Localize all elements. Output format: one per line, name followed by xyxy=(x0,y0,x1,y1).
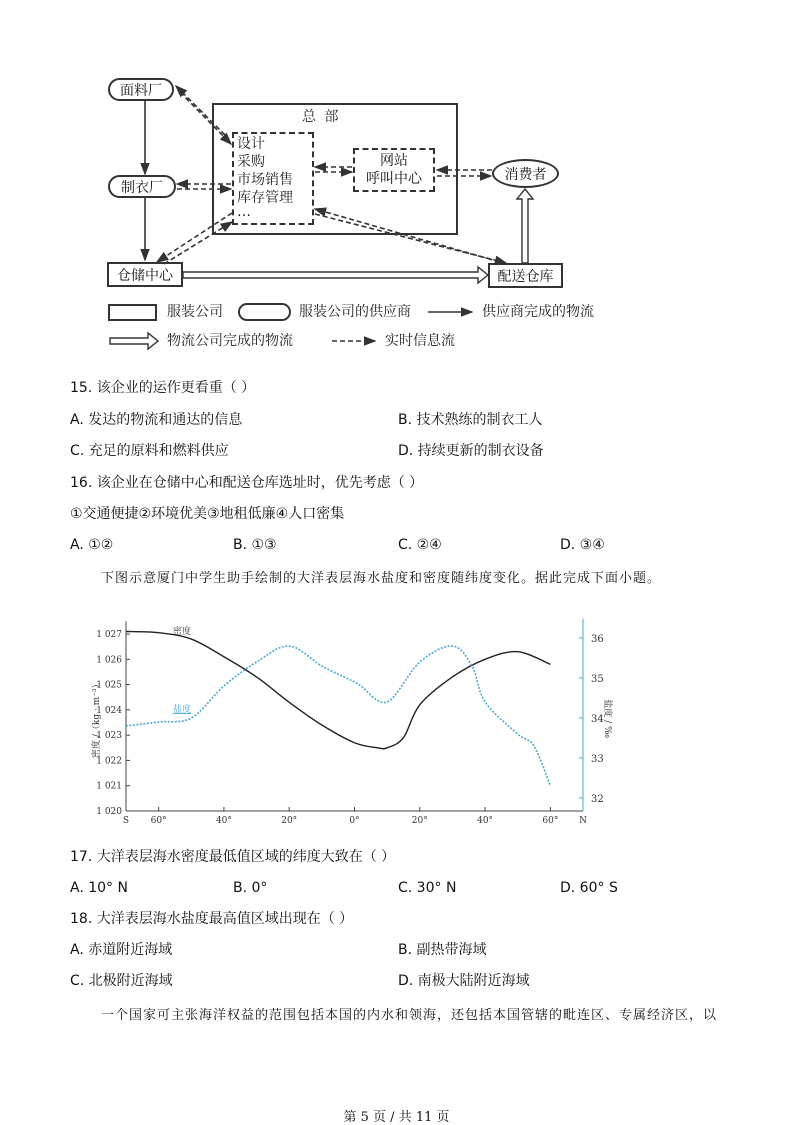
right-tick-label: 36 xyxy=(591,634,604,645)
q18-option-a[interactable]: A. 赤道附近海域 xyxy=(70,942,173,958)
x-tick-label: 0° xyxy=(349,816,360,826)
x-tick-label: S xyxy=(122,816,130,826)
fabric-factory-node: 面料厂 xyxy=(108,78,174,101)
storage-center-node: 仓储中心 xyxy=(107,262,183,287)
right-tick-label: 34 xyxy=(591,714,604,725)
legend-logistics-company: 物流公司完成的物流 xyxy=(167,333,293,349)
hq-function-purchase: 采购 xyxy=(237,154,265,170)
left-tick-label: 1 021 xyxy=(96,781,122,792)
q18-option-d[interactable]: D. 南极大陆附近海域 xyxy=(398,973,530,989)
website-label: 网站 xyxy=(380,153,408,169)
x-tick-label: 60° xyxy=(542,816,559,826)
q18-option-b[interactable]: B. 副热带海域 xyxy=(398,942,487,958)
x-tick-label: 40° xyxy=(215,816,232,826)
x-tick-label: 20° xyxy=(411,816,428,826)
q17-option-a[interactable]: A. 10° N xyxy=(70,880,128,896)
legend-hollow-arrow xyxy=(110,333,158,349)
salinity-series-label: 盐度 xyxy=(173,705,192,715)
left-tick-label: 1 026 xyxy=(96,655,122,666)
q15-option-a[interactable]: A. 发达的物流和通达的信息 xyxy=(70,412,243,428)
q16-option-d[interactable]: D. ③④ xyxy=(560,537,605,553)
q15-option-c[interactable]: C. 充足的原料和燃料供应 xyxy=(70,443,229,459)
intro-paragraph-1: 下图示意厦门中学生助手绘制的大洋表层海水盐度和密度随纬度变化。据此完成下面小题。 xyxy=(101,571,662,586)
intro-paragraph-2: 一个国家可主张海洋权益的范围包括本国的内水和领海，还包括本国管辖的毗连区、专属经济区，以 xyxy=(101,1008,718,1023)
legend-supplier-logistics: 供应商完成的物流 xyxy=(482,304,594,320)
legend-rect-swatch xyxy=(108,304,157,321)
right-tick-label: 35 xyxy=(591,674,604,685)
q16-option-a[interactable]: A. ①② xyxy=(70,537,114,553)
legend-company: 服装公司 xyxy=(167,304,223,320)
x-tick-label: 60° xyxy=(150,816,167,826)
left-tick-label: 1 022 xyxy=(96,756,122,767)
q17-stem: 17. 大洋表层海水密度最低值区域的纬度大致在（ ） xyxy=(70,849,396,865)
q16-items: ①交通便捷②环境优美③地租低廉④人口密集 xyxy=(70,506,345,522)
left-tick-label: 1 027 xyxy=(96,630,122,640)
q16-option-b[interactable]: B. ①③ xyxy=(233,537,277,553)
left-tick-label: 1 023 xyxy=(96,731,122,742)
q15-option-b[interactable]: B. 技术熟练的制衣工人 xyxy=(398,412,543,428)
page-footer: 第 5 页 / 共 11 页 xyxy=(343,1110,450,1125)
legend-supplier: 服装公司的供应商 xyxy=(299,304,411,320)
q17-option-c[interactable]: C. 30° N xyxy=(398,880,457,896)
left-tick-label: 1 020 xyxy=(96,807,122,817)
hollow-arrow-delivery-to-consumer xyxy=(517,189,533,263)
hq-function-more: … xyxy=(237,204,251,220)
right-tick-label: 33 xyxy=(591,754,604,765)
salinity-line xyxy=(126,646,550,786)
salinity-density-chart xyxy=(0,600,793,835)
x-tick-label: N xyxy=(579,816,587,826)
legend-info-flow: 实时信息流 xyxy=(385,333,455,349)
q15-stem: 15. 该企业的运作更看重（ ） xyxy=(70,380,256,396)
legend-pill-swatch xyxy=(238,303,291,321)
hq-function-inventory: 库存管理 xyxy=(237,190,293,206)
right-axis-title: 盐度 / ‰ xyxy=(602,699,612,739)
left-tick-label: 1 024 xyxy=(96,705,122,716)
hq-function-marketing: 市场销售 xyxy=(237,172,293,188)
x-tick-label: 40° xyxy=(477,816,494,826)
x-tick-label: 20° xyxy=(281,816,298,826)
garment-factory-node: 制衣厂 xyxy=(108,175,176,198)
q18-stem: 18. 大洋表层海水盐度最高值区域出现在（ ） xyxy=(70,911,354,927)
q16-option-c[interactable]: C. ②④ xyxy=(398,537,442,553)
consumer-node: 消费者 xyxy=(492,159,559,188)
density-series-label: 密度 xyxy=(173,627,192,637)
headquarters-label: 总 部 xyxy=(302,109,341,125)
delivery-warehouse-node: 配送仓库 xyxy=(488,263,563,288)
right-tick-label: 32 xyxy=(591,794,604,805)
q15-option-d[interactable]: D. 持续更新的制衣设备 xyxy=(398,443,544,459)
density-line xyxy=(126,631,550,748)
left-tick-label: 1 025 xyxy=(96,680,122,691)
q16-stem: 16. 该企业在仓储中心和配送仓库选址时，优先考虑（ ） xyxy=(70,475,424,491)
hq-functions-list xyxy=(237,135,317,220)
hollow-arrow-storage-to-delivery xyxy=(183,267,488,283)
callcenter-label: 呼叫中心 xyxy=(366,171,422,187)
hq-function-design: 设计 xyxy=(237,136,265,152)
q17-option-d[interactable]: D. 60° S xyxy=(560,880,618,896)
q18-option-c[interactable]: C. 北极附近海域 xyxy=(70,973,173,989)
website-callcenter-box xyxy=(353,148,435,192)
left-axis-title: 密度 /（kg · m⁻³） xyxy=(92,679,102,759)
q17-option-b[interactable]: B. 0° xyxy=(233,880,268,896)
